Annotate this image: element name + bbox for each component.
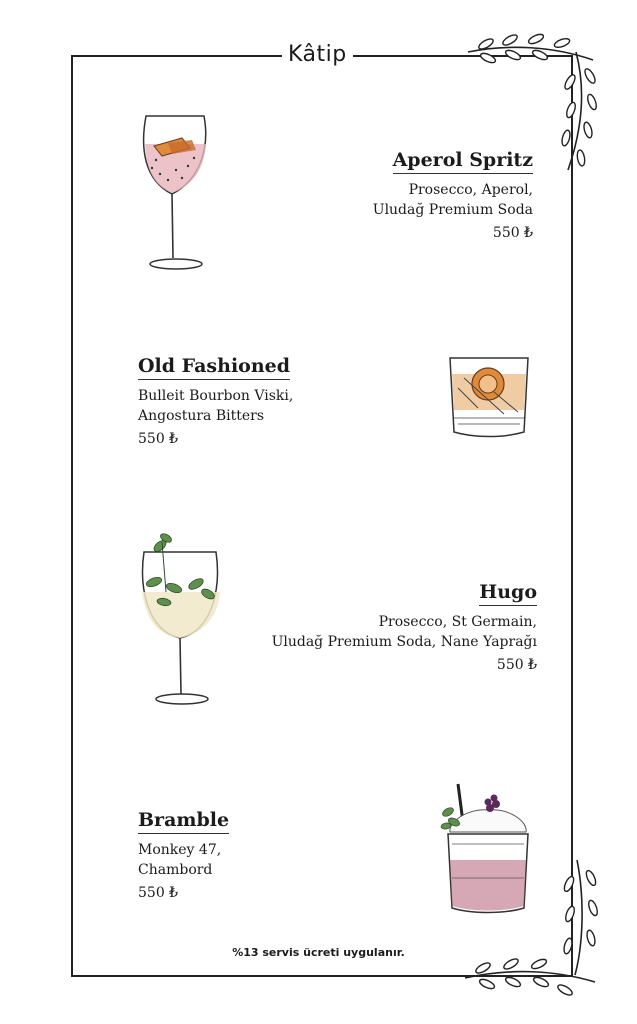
menu-item-aperol-spritz xyxy=(273,148,533,243)
item-description: Monkey 47, Chambord xyxy=(138,842,222,878)
item-name: Old Fashioned xyxy=(138,354,290,380)
item-price: 550 ₺ xyxy=(138,431,179,447)
item-name: Hugo xyxy=(479,580,537,606)
item-price: 550 ₺ xyxy=(492,225,533,241)
item-description: Bulleit Bourbon Viski, Angostura Bitters xyxy=(138,388,294,424)
rocks-glass-icon xyxy=(444,348,534,440)
brand-title: Kâtip xyxy=(282,36,353,74)
item-price: 550 ₺ xyxy=(138,885,179,901)
item-name: Aperol Spritz xyxy=(393,148,533,174)
tumbler-glass-icon xyxy=(438,782,538,918)
balloon-glass-icon xyxy=(136,532,226,708)
wine-glass-icon xyxy=(132,108,222,278)
menu-item-bramble xyxy=(138,808,338,903)
menu-item-hugo xyxy=(237,580,537,675)
item-description: Prosecco, St Germain, Uludağ Premium Soda, Nane Yaprağı xyxy=(271,614,537,650)
service-charge-note: %13 servis ücreti uygulanır. xyxy=(232,946,405,959)
menu-item-old-fashioned xyxy=(138,354,378,449)
item-description: Prosecco, Aperol, Uludağ Premium Soda xyxy=(372,182,533,218)
item-price: 550 ₺ xyxy=(496,657,537,673)
item-name: Bramble xyxy=(138,808,229,834)
